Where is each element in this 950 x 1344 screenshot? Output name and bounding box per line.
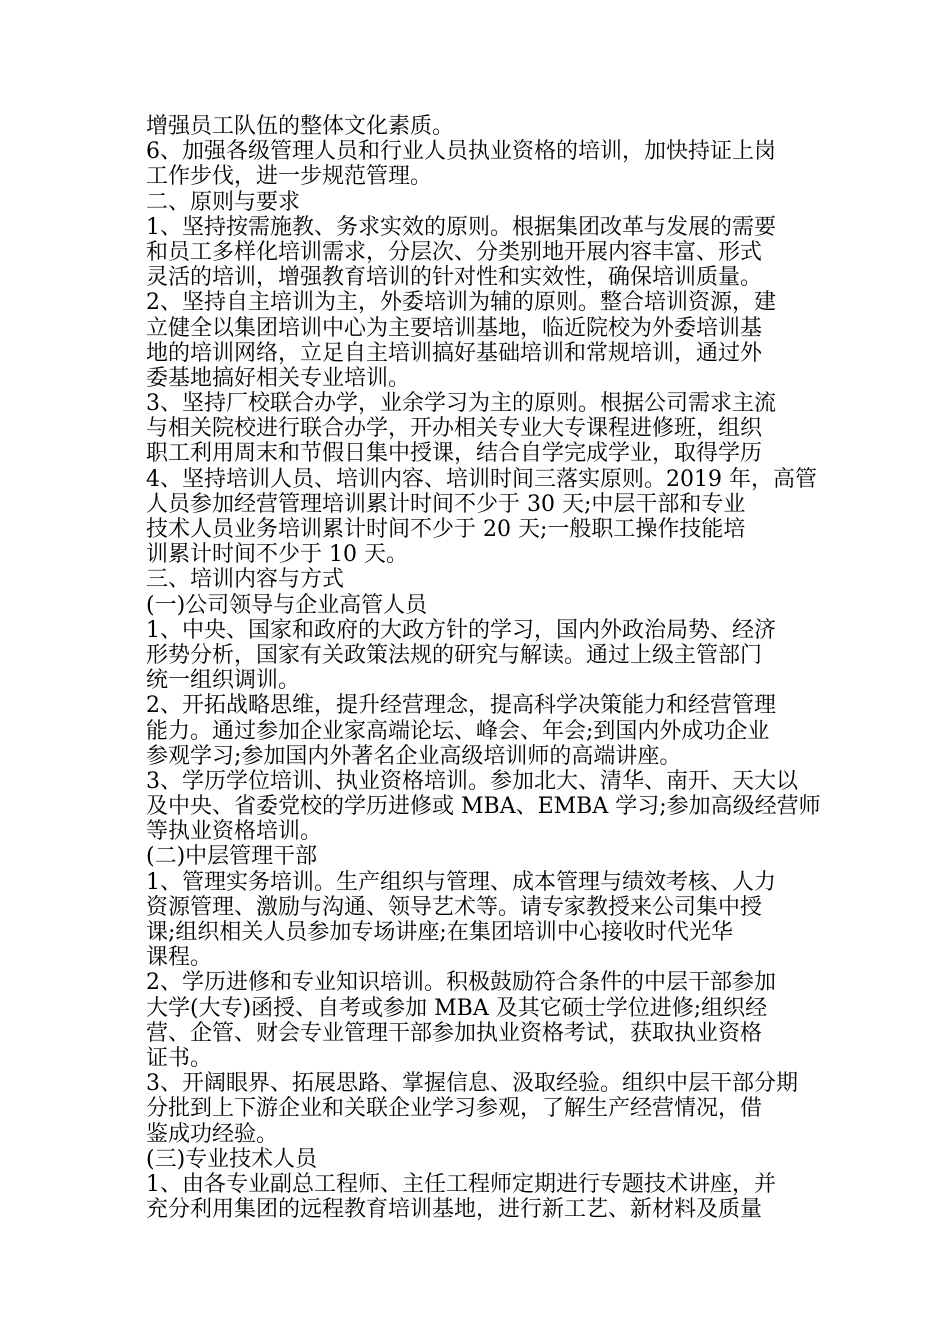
text-line: 证书。 [146, 1045, 213, 1071]
text-line: 立健全以集团培训中心为主要培训基地，临近院校为外委培训基 [146, 315, 763, 341]
text-line: 充分利用集团的远程教育培训基地，进行新工艺、新材料及质量 [146, 1197, 763, 1223]
text-line: 大学(大专)函授、自考或参加 MBA 及其它硕士学位进修;组织经 [146, 995, 768, 1021]
text-line: 增强员工队伍的整体文化素质。 [146, 114, 455, 139]
text-line: 2、开拓战略思维，提升经营理念，提高科学决策能力和经营管理 [146, 693, 776, 719]
text-line: 工作步伐，进一步规范管理。 [146, 164, 433, 190]
text-line: (一)公司领导与企业高管人员 [146, 592, 428, 618]
text-line: 1、管理实务培训。生产组织与管理、成本管理与绩效考核、人力 [146, 869, 776, 895]
text-line: 委基地搞好相关专业培训。 [146, 365, 411, 391]
text-line: 训累计时间不少于 10 天。 [146, 542, 408, 568]
text-line: 3、坚持厂校联合办学，业余学习为主的原则。根据公司需求主流 [146, 391, 776, 417]
text-line: 统一组织调训。 [146, 668, 301, 694]
text-line: 地的培训网络，立足自主培训搞好基础培训和常规培训，通过外 [146, 340, 763, 366]
text-line: 2、坚持自主培训为主，外委培训为辅的原则。整合培训资源，建 [146, 290, 776, 316]
text-line: 资源管理、激励与沟通、领导艺术等。请专家教授来公司集中授 [146, 894, 763, 920]
text-line: 鉴成功经验。 [146, 1121, 279, 1147]
text-line: 与相关院校进行联合办学，开办相关专业大专课程进修班，组织 [146, 416, 763, 442]
text-line: 形势分析，国家有关政策法规的研究与解读。通过上级主管部门 [146, 642, 763, 668]
text-line: (二)中层管理干部 [146, 844, 318, 870]
text-line: 4、坚持培训人员、培训内容、培训时间三落实原则。2019 年，高管 [146, 466, 817, 492]
text-line: 3、学历学位培训、执业资格培训。参加北大、清华、南开、天大以 [146, 768, 798, 794]
text-line: 2、学历进修和专业知识培训。积极鼓励符合条件的中层干部参加 [146, 970, 776, 996]
text-line: 1、中央、国家和政府的大政方针的学习，国内外政治局势、经济 [146, 617, 776, 643]
text-line: (三)专业技术人员 [146, 1146, 318, 1172]
text-line: 等执业资格培训。 [146, 819, 323, 845]
text-line: 灵活的培训，增强教育培训的针对性和实效性，确保培训质量。 [146, 265, 763, 291]
text-line: 3、开阔眼界、拓展思路、掌握信息、汲取经验。组织中层干部分期 [146, 1071, 798, 1097]
text-line: 营、企管、财会专业管理干部参加执业资格考试，获取执业资格 [146, 1020, 763, 1046]
text-line: 分批到上下游企业和关联企业学习参观，了解生产经营情况，借 [146, 1096, 763, 1122]
text-line: 和员工多样化培训需求，分层次、分类别地开展内容丰富、形式 [146, 239, 763, 265]
text-line: 6、加强各级管理人员和行业人员执业资格的培训，加快持证上岗 [146, 139, 776, 165]
text-line: 课程。 [146, 945, 213, 971]
text-line: 1、由各专业副总工程师、主任工程师定期进行专题技术讲座，并 [146, 1171, 776, 1197]
text-line: 及中央、省委党校的学历进修或 MBA、EMBA 学习;参加高级经营师 [146, 794, 821, 820]
text-line: 课;组织相关人员参加专场讲座;在集团培训中心接收时代光华 [146, 920, 733, 945]
text-line: 参观学习;参加国内外著名企业高级培训师的高端讲座。 [146, 743, 682, 769]
text-line: 职工利用周末和节假日集中授课，结合自学完成学业，取得学历 [146, 441, 763, 467]
text-line: 人员参加经营管理培训累计时间不少于 30 天;中层干部和专业 [146, 491, 746, 517]
text-line: 技术人员业务培训累计时间不少于 20 天;一般职工操作技能培 [146, 517, 746, 542]
text-line: 能力。通过参加企业家高端论坛、峰会、年会;到国内外成功企业 [146, 718, 770, 744]
text-line: 二、原则与要求 [146, 189, 301, 215]
document-body [146, 114, 821, 1223]
text-line: 三、培训内容与方式 [146, 567, 345, 593]
text-line: 1、坚持按需施教、务求实效的原则。根据集团改革与发展的需要 [146, 214, 776, 240]
